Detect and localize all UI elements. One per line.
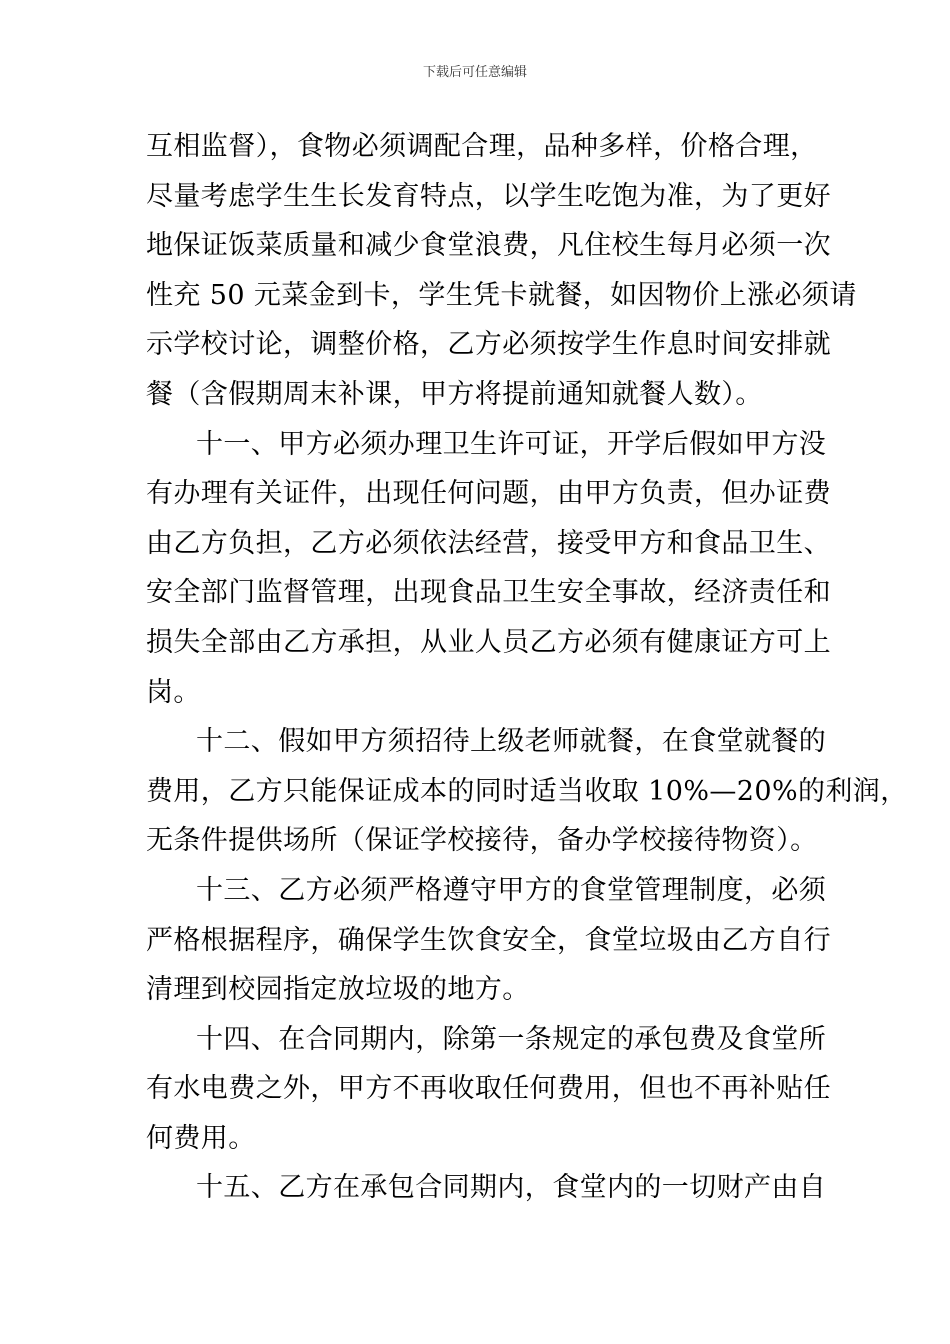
paragraph — [146, 717, 908, 866]
text-line: 岗。 — [146, 676, 201, 708]
text-line: 尽量考虑学生生长发育特点，以学生吃饱为准，为了更好 — [146, 180, 831, 212]
text-line: 费用，乙方只能保证成本的同时适当收取 10%—20%的利润， — [146, 775, 908, 807]
paragraph — [146, 1015, 831, 1164]
text-line: 互相监督），食物必须调配合理，品种多样，价格合理， — [146, 131, 818, 162]
text-line: 地保证饭菜质量和减少食堂浪费，凡住校生每月必须一次 — [146, 230, 831, 262]
text-line: 十四、在合同期内，除第一条规定的承包费及食堂所 — [196, 1023, 827, 1055]
text-line: 损失全部由乙方承担，从业人员乙方必须有健康证方可上 — [146, 626, 831, 658]
text-line: 何费用。 — [146, 1122, 256, 1154]
paragraph — [146, 1163, 827, 1213]
text-line: 十五、乙方在承包合同期内，食堂内的一切财产由自 — [196, 1172, 827, 1204]
text-line: 十一、甲方必须办理卫生许可证，开学后假如甲方没 — [196, 428, 827, 460]
text-line: 性充 50 元菜金到卡，学生凭卡就餐，如因物价上涨必须请 — [146, 279, 857, 311]
text-line: 有水电费之外，甲方不再收取任何费用，但也不再补贴任 — [146, 1073, 831, 1105]
text-line: 无条件提供场所（保证学校接待，备办学校接待物资）。 — [146, 825, 818, 857]
text-line: 由乙方负担，乙方必须依法经营，接受甲方和食品卫生、 — [146, 527, 831, 559]
text-line: 十三、乙方必须严格遵守甲方的食堂管理制度，必须 — [196, 874, 827, 906]
text-line: 示学校讨论，调整价格，乙方必须按学生作息时间安排就 — [146, 329, 831, 361]
page-header: 下载后可任意编辑 — [422, 65, 527, 80]
text-line: 有办理有关证件，出现任何问题，由甲方负责，但办证费 — [146, 478, 831, 510]
document-body — [146, 122, 908, 1213]
text-line: 清理到校园指定放垃圾的地方。 — [146, 974, 530, 1006]
paragraph — [146, 420, 831, 718]
paragraph — [146, 866, 831, 1015]
text-line: 餐（含假期周末补课，甲方将提前通知就餐人数）。 — [146, 378, 763, 410]
text-line: 严格根据程序，确保学生饮食安全，食堂垃圾由乙方自行 — [146, 924, 831, 956]
text-line: 安全部门监督管理，出现食品卫生安全事故，经济责任和 — [146, 577, 831, 609]
text-line: 十二、假如甲方须招待上级老师就餐，在食堂就餐的 — [196, 726, 827, 758]
paragraph — [146, 122, 857, 420]
